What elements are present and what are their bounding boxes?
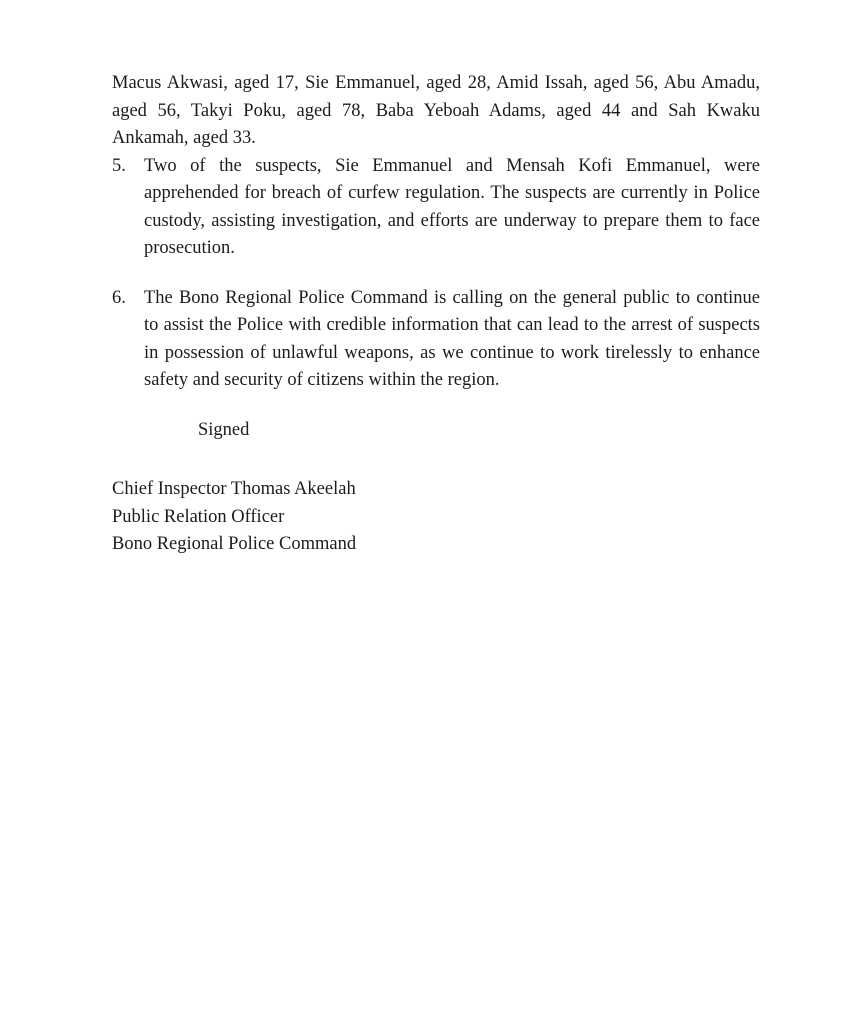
signatory-organisation: Bono Regional Police Command bbox=[112, 534, 357, 554]
signatory-name: Chief Inspector Thomas Akeelah bbox=[112, 479, 356, 499]
signatory-title: Public Relation Officer bbox=[112, 506, 285, 527]
page-whitespace bbox=[112, 559, 760, 919]
numbered-item-6 bbox=[112, 285, 760, 395]
item-number: 6. bbox=[112, 287, 126, 308]
document-body bbox=[112, 70, 760, 919]
numbered-item-5 bbox=[112, 153, 760, 263]
continuation-paragraph: Macus Akwasi, aged 17, Sie Emmanuel, aged 28, Amid Issah, aged 56, Abu Amadu, aged 56, Takyi Poku, aged 78, Baba Yeboah Adams, aged 44 and Sah Kwaku Ankamah, aged 33. bbox=[112, 73, 760, 148]
item-text: The Bono Regional Police Command is calling on the general public to continue to assist the Police with credible information that can lead to the arrest of suspects in possession of unlawful weapons, as we continue to work tirelessly to enhance safety and security of citizens within the region. bbox=[144, 287, 760, 390]
signed-label: Signed bbox=[198, 419, 250, 440]
signature-block bbox=[112, 476, 760, 559]
item-number: 5. bbox=[112, 155, 126, 176]
item-text: Two of the suspects, Sie Emmanuel and Mensah Kofi Emmanuel, were apprehended for breach of curfew regulation. The suspects are currently in Police custody, assisting investigation, and efforts are underway to prepare them to face prosecution. bbox=[144, 155, 760, 258]
